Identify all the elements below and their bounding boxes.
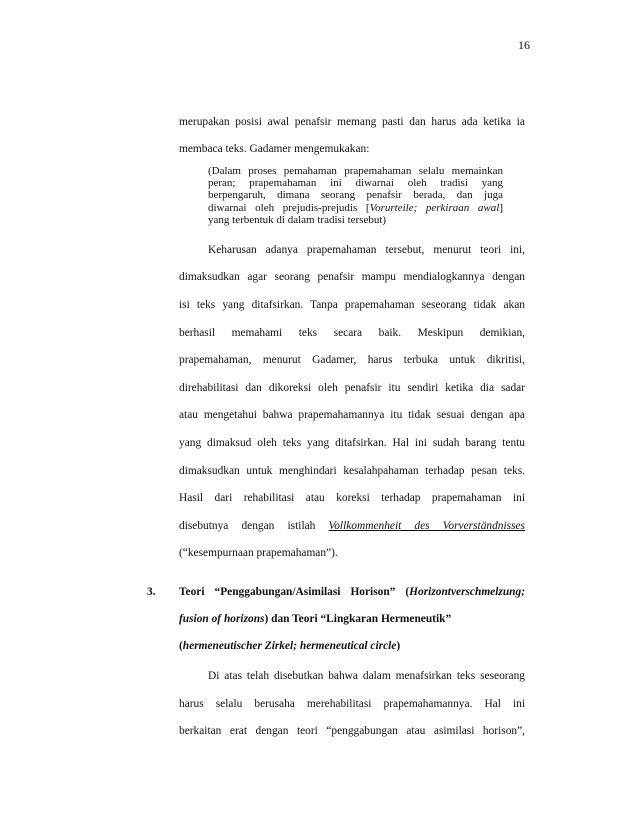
para2-line-11 bbox=[179, 519, 525, 533]
block-quote bbox=[208, 165, 503, 226]
para2-line-1: Keharusan adanya prapemahaman tersebut, menurut teori ini, bbox=[208, 244, 525, 256]
para2-line-2: dimaksudkan agar seorang penafsir mampu mendialogkannya dengan bbox=[179, 271, 525, 283]
para2-line-3: isi teks yang ditafsirkan. Tanpa prapemahaman seseorang tidak akan bbox=[179, 299, 525, 311]
quote-line-4-text: diwarnai oleh prejudis-prejudis [ bbox=[208, 201, 370, 214]
section-3-heading-3-italic: hermeneutischer Zirkel; hermeneutical circle bbox=[182, 640, 397, 652]
para2-line-4: berhasil memahami teks secara baik. Meskipun demikian, bbox=[179, 327, 525, 339]
para1-line-2: membaca teks. Gadamer mengemukakan: bbox=[179, 143, 370, 155]
para2-line-7: atau mengetahui bahwa prapemahamannya itu tidak sesuai dengan apa bbox=[179, 409, 525, 421]
quote-line-1: (Dalam proses pemahaman prapemahaman selalu memainkan bbox=[208, 165, 503, 177]
section-3-heading-2-italic: fusion of horizons bbox=[179, 613, 265, 625]
section-3-heading-3-close: ) bbox=[396, 640, 401, 652]
section-3-heading-line-1 bbox=[179, 585, 525, 599]
section-3-number: 3. bbox=[147, 586, 156, 598]
para1-line-1: merupakan posisi awal penafsir memang pasti dan harus ada ketika ia bbox=[179, 116, 525, 128]
para2-line-9: dimaksudkan untuk menghindari kesalahpahaman terhadap pesan teks. bbox=[179, 465, 525, 477]
para3-line-1: Di atas telah disebutkan bahwa dalam menafsirkan teks seseorang bbox=[208, 670, 525, 682]
quote-line-4-italic: Vorurteile; perkiraan awal bbox=[369, 201, 500, 214]
section-3-heading-1-text: Teori “Penggabungan/Asimilasi Horison” ( bbox=[179, 586, 410, 598]
quote-line-2: peran; prapemahaman ini diwarnai oleh tradisi yang bbox=[208, 177, 503, 190]
quote-line-3: berpengaruh, dimana seorang penafsir berada, dan juga bbox=[208, 189, 503, 202]
para3-line-3: berkaitan erat dengan teori “penggabungan atau asimilasi horison”, bbox=[179, 725, 525, 737]
section-3-heading-line-2 bbox=[179, 612, 525, 626]
page-number: 16 bbox=[518, 38, 530, 52]
para2-line-10: Hasil dari rehabilitasi atau koreksi terhadap prapemahaman ini bbox=[179, 492, 525, 504]
para2-line-6: direhabilitasi dan dikoreksi oleh penafsir itu sendiri ketika dia sadar bbox=[179, 382, 525, 394]
para2-line-11-term: Vollkommenheit des Vorverständnisses bbox=[328, 520, 525, 532]
para2-line-5: prapemahaman, menurut Gadamer, harus terbuka untuk dikritisi, bbox=[179, 354, 525, 366]
para2-line-11-text: disebutnya dengan istilah bbox=[179, 520, 329, 532]
section-3-heading-1-italic: Horizontverschmelzung; bbox=[409, 586, 525, 598]
section-3-heading-3-open: ( bbox=[179, 640, 183, 652]
para2-line-12: (“kesempurnaan prapemahaman”). bbox=[179, 547, 338, 559]
section-3-heading-line-3 bbox=[179, 639, 525, 653]
quote-line-4-close: ] bbox=[499, 201, 503, 214]
quote-line-4 bbox=[208, 202, 503, 214]
para2-line-8: yang dimaksud oleh teks yang ditafsirkan. Hal ini sudah barang tentu bbox=[179, 437, 525, 449]
para3-line-2: harus selalu berusaha merehabilitasi prapemahamannya. Hal ini bbox=[179, 698, 525, 710]
section-3-heading-2-text: ) dan Teori “Lingkaran Hermeneutik” bbox=[264, 613, 452, 625]
quote-line-5: yang terbentuk di dalam tradisi tersebut) bbox=[208, 213, 387, 226]
